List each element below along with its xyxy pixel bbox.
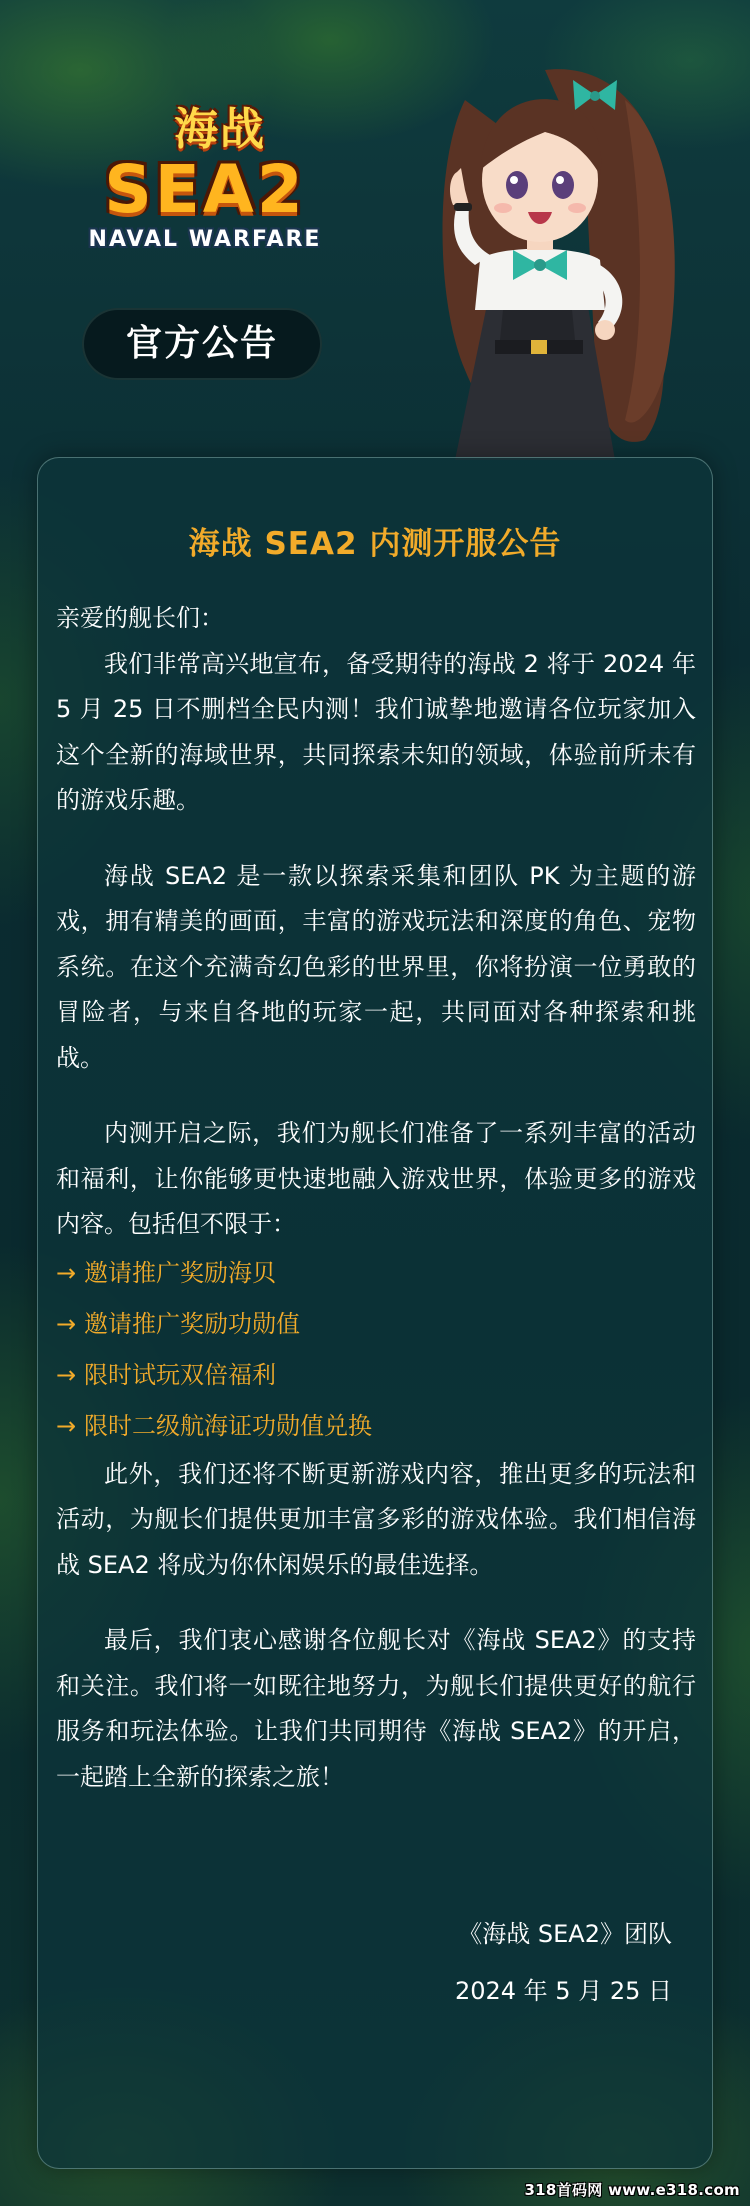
game-logo (70, 105, 340, 275)
arrow-right-icon: → (56, 1360, 77, 1389)
benefits-list (56, 1248, 696, 1452)
benefit-item (56, 1299, 696, 1350)
site-watermark: 318首码网 www.e318.com (524, 2181, 740, 2199)
benefit-label: 限时试玩双倍福利 (84, 1360, 276, 1389)
logo-cn-text: 海战 (174, 104, 266, 155)
signature-block (455, 1906, 672, 2020)
logo-en-text: SEA2 (104, 151, 306, 228)
character-illustration (395, 40, 685, 460)
announcement-panel (37, 457, 713, 2169)
benefit-item (56, 1248, 696, 1299)
announcement-title: 海战 SEA2 内测开服公告 (188, 526, 562, 562)
benefit-label: 限时二级航海证功勋值兑换 (84, 1411, 372, 1440)
benefit-item (56, 1401, 696, 1452)
official-notice-tag: 官方公告 (82, 308, 322, 380)
arrow-right-icon: → (56, 1258, 77, 1287)
salutation: 亲爱的舰长们： (56, 604, 224, 632)
announcement-body (56, 596, 696, 1830)
paragraph-thanks: 最后，我们衷心感谢各位舰长对《海战 SEA2》的支持和关注。我们将一如既往地努力，为舰长们提供更好的航行服务和玩法体验。让我们共同期待《海战 SEA2》的开启，一起踏上全新的探索之旅！ (56, 1626, 696, 1791)
benefit-item (56, 1350, 696, 1401)
benefit-label: 邀请推广奖励功勋值 (84, 1309, 300, 1338)
paragraph-launch: 我们非常高兴地宣布，备受期待的海战 2 将于 2024 年 5 月 25 日不删档全民内测！我们诚挚地邀请各位玩家加入这个全新的海域世界，共同探索未知的领域，体验前所未有的游戏乐趣。 (56, 649, 696, 814)
benefit-label: 邀请推广奖励海贝 (84, 1258, 276, 1287)
logo-subtitle: NAVAL WARFARE (88, 227, 322, 252)
arrow-right-icon: → (56, 1411, 77, 1440)
paragraph-updates: 此外，我们还将不断更新游戏内容，推出更多的玩法和活动，为舰长们提供更加丰富多彩的游戏体验。我们相信海战 SEA2 将成为你休闲娱乐的最佳选择。 (56, 1459, 696, 1579)
signature-date: 2024 年 5 月 25 日 (454, 1977, 672, 2005)
paragraph-benefits-intro: 内测开启之际，我们为舰长们准备了一系列丰富的活动和福利，让你能够更快速地融入游戏世界，体验更多的游戏内容。包括但不限于： (56, 1119, 696, 1238)
arrow-right-icon: → (56, 1309, 77, 1338)
paragraph-game-intro: 海战 SEA2 是一款以探索采集和团队 PK 为主题的游戏，拥有精美的画面，丰富的游戏玩法和深度的角色、宠物系统。在这个充满奇幻色彩的世界里，你将扮演一位勇敢的冒险者，与来自各地的玩家一起，共同面对各种探索和挑战。 (56, 861, 696, 1072)
signature-team: 《海战 SEA2》团队 (458, 1920, 672, 1948)
